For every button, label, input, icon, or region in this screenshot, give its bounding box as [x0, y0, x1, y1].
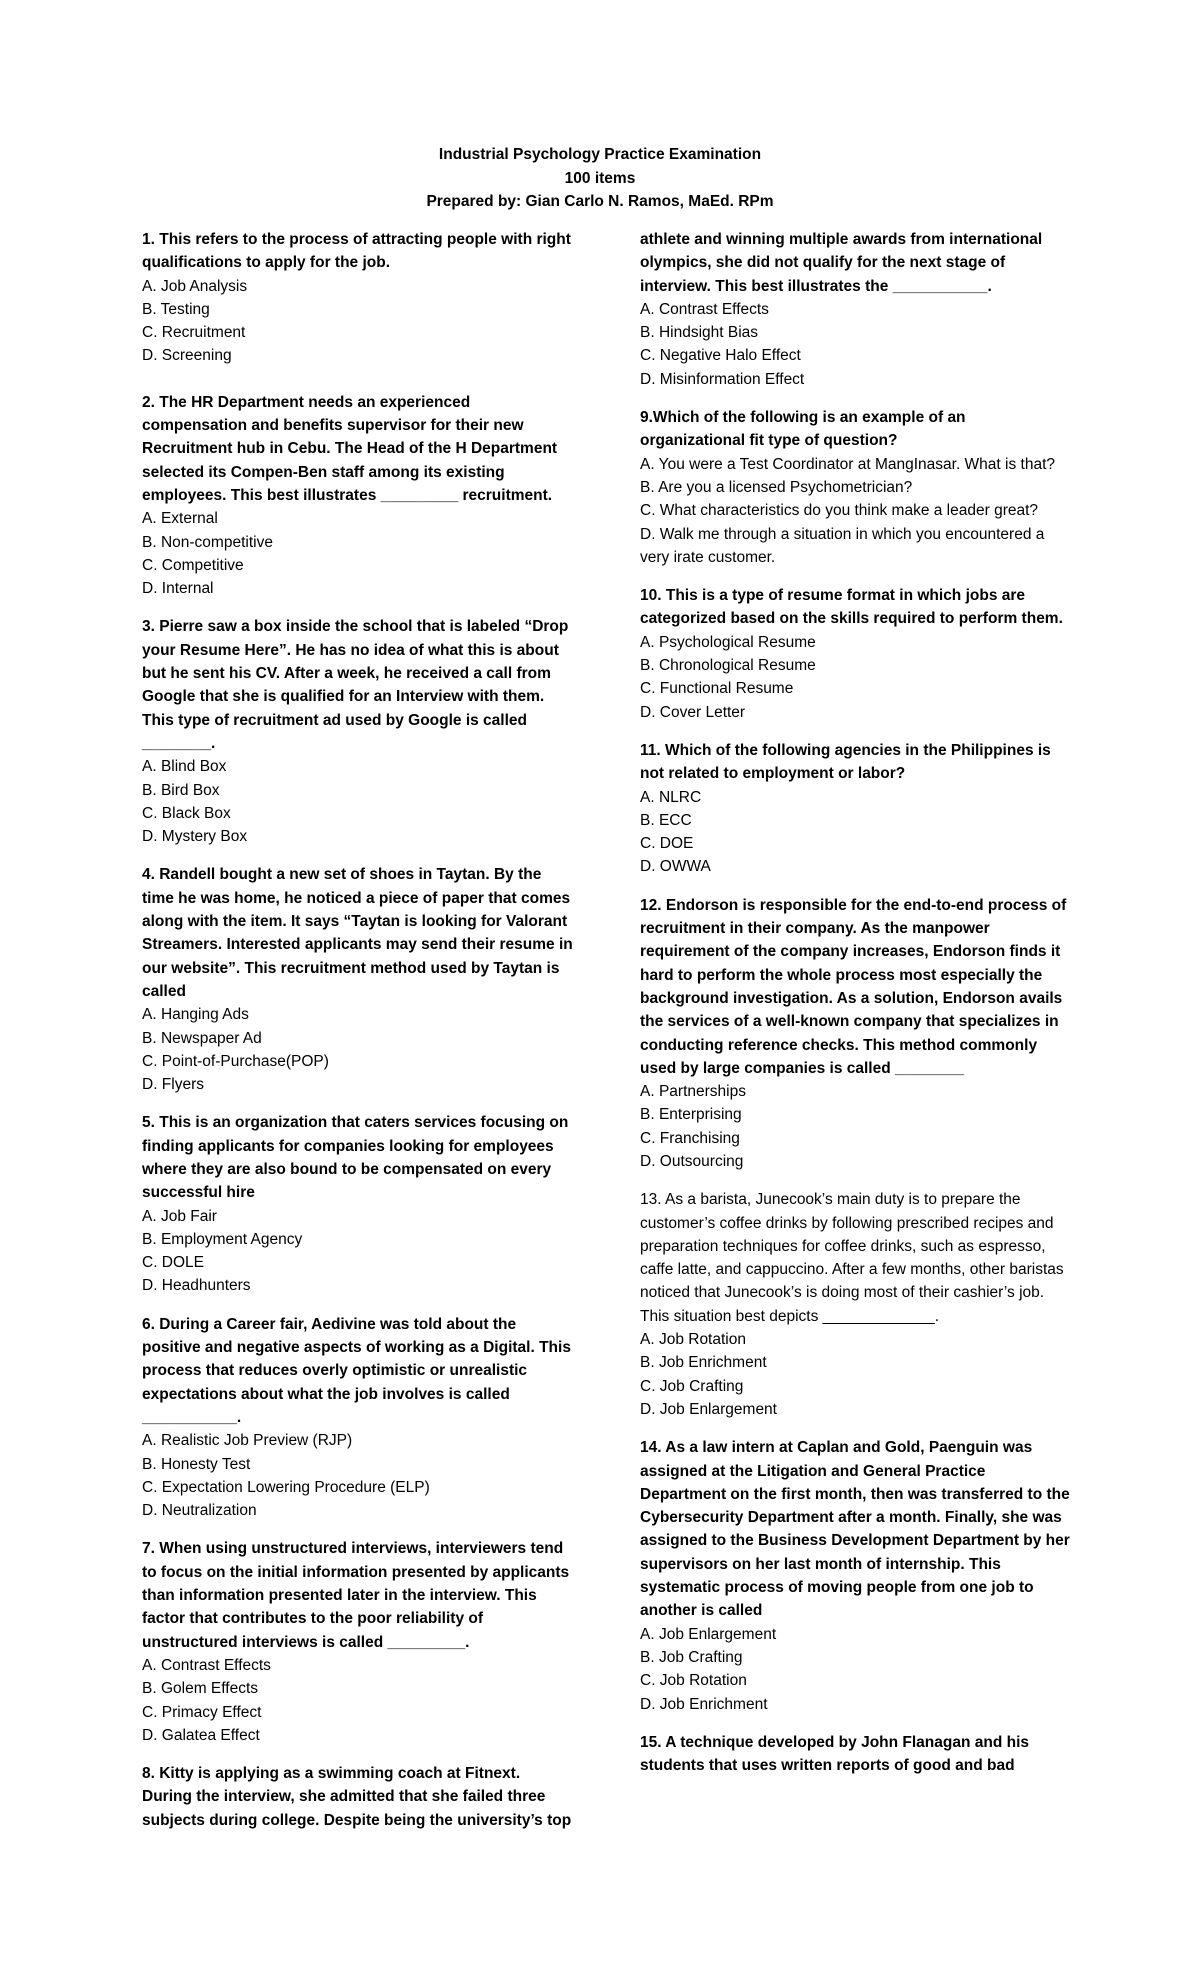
answer-option: C. Recruitment [142, 324, 246, 342]
question-stem: 11. Which of the following agencies in the Philippines is not related to employment or labor? [640, 741, 1051, 783]
answer-option: A. Job Enlargement [640, 1625, 777, 1643]
answer-option: D. Flyers [142, 1076, 204, 1094]
answer-option: D. Walk me through a situation in which you encountered a very irate customer. [640, 525, 1045, 566]
answer-option: D. Neutralization [142, 1502, 257, 1520]
question-block [640, 1188, 1072, 1421]
answer-option: A. Job Rotation [640, 1331, 746, 1349]
question-block [640, 1731, 1072, 1778]
answer-option: D. Misinformation Effect [640, 370, 805, 388]
answer-option: C. Black Box [142, 804, 231, 822]
question-block [142, 391, 574, 601]
answer-option: C. Franchising [640, 1129, 740, 1147]
question-block [640, 894, 1072, 1174]
question-block [640, 228, 1072, 391]
question-stem: 9.Which of the following is an example of an organizational fit type of question? [640, 409, 966, 450]
question-stem: 4. Randell bought a new set of shoes in Taytan. By the time he was home, he noticed a piece of paper that comes along with the item. It says “Taytan is looking for Valorant Streamers. Interested applicants may send their resume in our website”. This recruitment method used by Taytan is called [142, 866, 573, 1000]
answer-option: A. Psychological Resume [640, 633, 816, 651]
question-block [142, 863, 574, 1096]
question-block [640, 739, 1072, 879]
answer-option: A. Hanging Ads [142, 1006, 249, 1024]
answer-option: B. Newspaper Ad [142, 1029, 262, 1047]
answer-option: A. Job Analysis [142, 277, 248, 295]
exam-header [0, 143, 1200, 214]
answer-option: C. Expectation Lowering Procedure (ELP) [142, 1478, 430, 1496]
answer-option: B. ECC [640, 811, 692, 829]
answer-option: B. Honesty Test [142, 1455, 251, 1473]
question-stem: 8. Kitty is applying as a swimming coach at Fitnext. During the interview, she admitted that she failed three subjects during college. Despite being the university’s top [142, 1765, 572, 1829]
question-stem: 2. The HR Department needs an experienced compensation and benefits supervisor for their new Recruitment hub in Cebu. The Head of the H Department selected its Compen-Ben staff among its existing employees. This best illustrates _________ recruitment. [142, 393, 558, 504]
answer-option: D. Job Enrichment [640, 1695, 768, 1713]
answer-option: D. Job Enlargement [640, 1400, 777, 1418]
answer-option: C. Point-of-Purchase(POP) [142, 1052, 329, 1070]
question-block [640, 1436, 1072, 1716]
answer-option: D. Cover Letter [640, 703, 746, 721]
answer-option: A. Realistic Job Preview (RJP) [142, 1432, 353, 1450]
answer-option: D. OWWA [640, 858, 711, 876]
question-stem: 7. When using unstructured interviews, interviewers tend to focus on the initial information presented by applicants than information presented later in the interview. This factor that contributes to the poor reliability of unstructured interviews is called _________. [142, 1540, 570, 1651]
answer-option: D. Headhunters [142, 1277, 251, 1295]
answer-option: B. Enterprising [640, 1106, 742, 1124]
answer-option: B. Testing [142, 300, 210, 318]
answer-option: A. Job Fair [142, 1207, 217, 1225]
exam-title: Industrial Psychology Practice Examination [438, 146, 762, 163]
answer-option: C. Functional Resume [640, 680, 794, 698]
answer-option: C. DOE [640, 835, 694, 853]
answer-option: B. Golem Effects [142, 1680, 259, 1698]
question-stem: 15. A technique developed by John Flanagan and his students that uses written reports of good and bad [640, 1733, 1030, 1775]
question-block [142, 1313, 574, 1523]
answer-option: D. Galatea Effect [142, 1726, 260, 1744]
answer-option: B. Are you a licensed Psychometrician? [640, 478, 913, 496]
answer-option: C. Negative Halo Effect [640, 347, 801, 365]
answer-option: C. Job Crafting [640, 1377, 744, 1395]
question-stem: 14. As a law intern at Caplan and Gold, Paenguin was assigned at the Litigation and General Practice Department on the first month, then was transferred to the Cybersecurity Department after a month. Finally, she was assigned to the Business Development Department by her supervisors on her last month of internship. This systematic process of moving people from one job to another is called [640, 1439, 1070, 1620]
question-stem: 10. This is a type of resume format in which jobs are categorized based on the skills required to perform them. [640, 587, 1063, 628]
right-column [640, 228, 1072, 1792]
answer-option: B. Non-competitive [142, 533, 273, 551]
exam-author: Prepared by: Gian Carlo N. Ramos, MaEd. RPm [426, 193, 774, 210]
question-stem: 12. Endorson is responsible for the end-to-end process of recruitment in their company. As the manpower requirement of the company increases, Endorson finds it hard to perform the whole process most especially the background investigation. As a solution, Endorson avails the services of a well-known company that specializes in conducting reference checks. This method commonly used by large companies is called ________ [640, 896, 1067, 1077]
question-block [142, 1537, 574, 1747]
question-stem: 6. During a Career fair, Aedivine was told about the positive and negative aspects of working as a Digital. This process that reduces overly optimistic or unrealistic expectations about what the job involves is called ___________. [142, 1315, 571, 1426]
left-column [142, 228, 574, 1847]
question-block [142, 1111, 574, 1297]
answer-option: B. Chronological Resume [640, 657, 816, 675]
answer-option: C. DOLE [142, 1254, 205, 1272]
question-block [142, 615, 574, 848]
answer-option: A. You were a Test Coordinator at MangInasar. What is that? [640, 455, 1056, 473]
question-block [640, 406, 1072, 569]
answer-option: D. Internal [142, 580, 214, 598]
question-block [142, 1762, 574, 1832]
answer-option: C. Primacy Effect [142, 1703, 262, 1721]
question-stem: 1. This refers to the process of attracting people with right qualifications to apply for the job. [142, 231, 571, 272]
question-stem: 3. Pierre saw a box inside the school that is labeled “Drop your Resume Here”. He has no idea of what this is about but he sent his CV. After a week, he received a call from Google that she is qualified for an Interview with them. This type of recruitment ad used by Google is called ________. [142, 618, 569, 752]
answer-option: C. Competitive [142, 556, 244, 574]
answer-option: B. Hindsight Bias [640, 324, 759, 342]
question-block [142, 228, 574, 368]
answer-option: A. Contrast Effects [640, 300, 769, 318]
answer-option: B. Bird Box [142, 781, 220, 799]
answer-option: B. Employment Agency [142, 1230, 303, 1248]
answer-option: A. Blind Box [142, 758, 227, 776]
question-block [640, 584, 1072, 724]
question-stem: athlete and winning multiple awards from international olympics, she did not qualify for the next stage of interview. This best illustrates the ___________. [640, 231, 1043, 295]
exam-item-count: 100 items [564, 169, 636, 187]
answer-option: D. Mystery Box [142, 828, 248, 846]
question-stem: 13. As a barista, Junecook’s main duty is to prepare the customer’s coffee drinks by following prescribed recipes and preparation techniques for coffee drinks, such as espresso, caffe latte, and cappuccino. After a few months, other baristas noticed that Junecook’s is doing most of their cashier’s job. This situation best depicts _____________. [640, 1191, 1064, 1325]
answer-option: D. Outsourcing [640, 1152, 744, 1170]
answer-option: C. Job Rotation [640, 1672, 747, 1690]
answer-option: A. Contrast Effects [142, 1656, 271, 1674]
answer-option: B. Job Crafting [640, 1648, 743, 1666]
question-stem: 5. This is an organization that caters services focusing on finding applicants for companies looking for employees where they are also bound to be compensated on every successful hire [142, 1114, 569, 1202]
answer-option: D. Screening [142, 347, 232, 365]
answer-option: B. Job Enrichment [640, 1354, 767, 1372]
answer-option: A. NLRC [640, 788, 702, 806]
answer-option: A. External [142, 510, 218, 528]
answer-option: A. Partnerships [640, 1083, 746, 1101]
answer-option: C. What characteristics do you think make a leader great? [640, 502, 1039, 520]
